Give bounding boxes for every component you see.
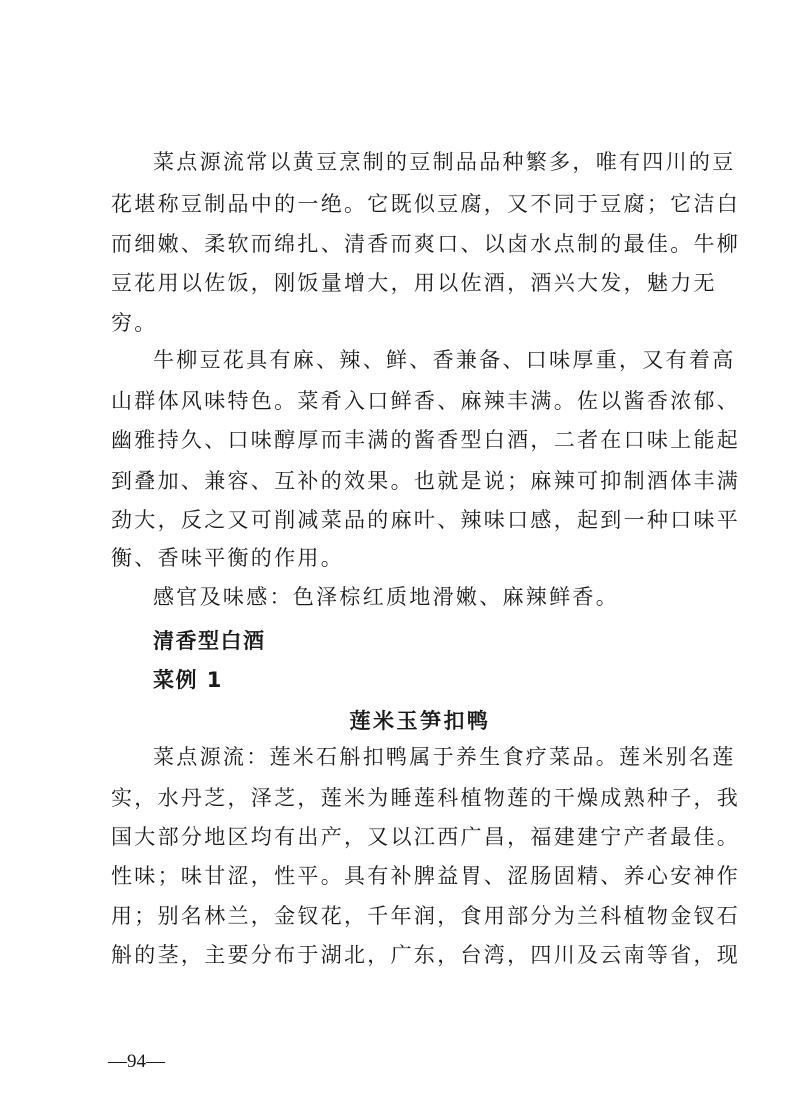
dish-title: 莲米玉笋扣鸭 [349, 709, 491, 733]
text-line: 豆花用以佐饭，刚饭量增大，用以佐酒，酒兴大发，魅力无 [111, 271, 717, 295]
page-number: —94— [108, 1051, 165, 1072]
text-line: 而细嫩、柔软而绵扎、清香而爽口、以卤水点制的最佳。牛柳 [111, 232, 741, 256]
text-line: 性味；味甘涩，性平。具有补脾益胃、涩肠固精、养心安神作 [111, 864, 741, 888]
text-line: 牛柳豆花具有麻、辣、鲜、香兼备、口味厚重，又有着高 [153, 348, 736, 372]
text-line: 菜点源流常以黄豆烹制的豆制品品种繁多，唯有四川的豆 [153, 150, 736, 174]
section-heading: 清香型白酒 [153, 629, 266, 653]
text-line: 幽雅持久、口味醇厚而丰满的酱香型白酒，二者在口味上能起 [111, 428, 741, 452]
text-line: 用；别名林兰，金钗花，千年润，食用部分为兰科植物金钗石 [111, 904, 741, 928]
text-line: 斛的茎，主要分布于湖北，广东，台湾，四川及云南等省，现 [111, 943, 741, 967]
text-line: 穷。 [111, 311, 158, 335]
text-line: 实，水丹芝，泽芝，莲米为睡莲科植物莲的干燥成熟种子，我 [111, 786, 741, 810]
text-line: 衡、香味平衡的作用。 [111, 546, 344, 570]
text-line: 花堪称豆制品中的一绝。它既似豆腐，又不同于豆腐；它洁白 [111, 192, 741, 216]
case-label: 菜例 1 [153, 668, 223, 692]
text-line: 菜点源流：莲米石斛扣鸭属于养生食疗菜品。莲米别名莲 [153, 745, 736, 769]
text-line: 劲大，反之又可削减菜品的麻叶、辣味口感，起到一种口味平 [111, 508, 741, 532]
sensory-line: 感官及味感：色泽棕红质地滑嫩、麻辣鲜香。 [153, 585, 619, 609]
text-line: 国大部分地区均有出产，又以江西广昌，福建建宁产者最佳。 [111, 825, 741, 849]
text-line: 山群体风味特色。菜肴入口鲜香、麻辣丰满。佐以酱香浓郁、 [111, 389, 741, 413]
text-line: 到叠加、兼容、互补的效果。也就是说；麻辣可抑制酒体丰满 [111, 469, 741, 493]
